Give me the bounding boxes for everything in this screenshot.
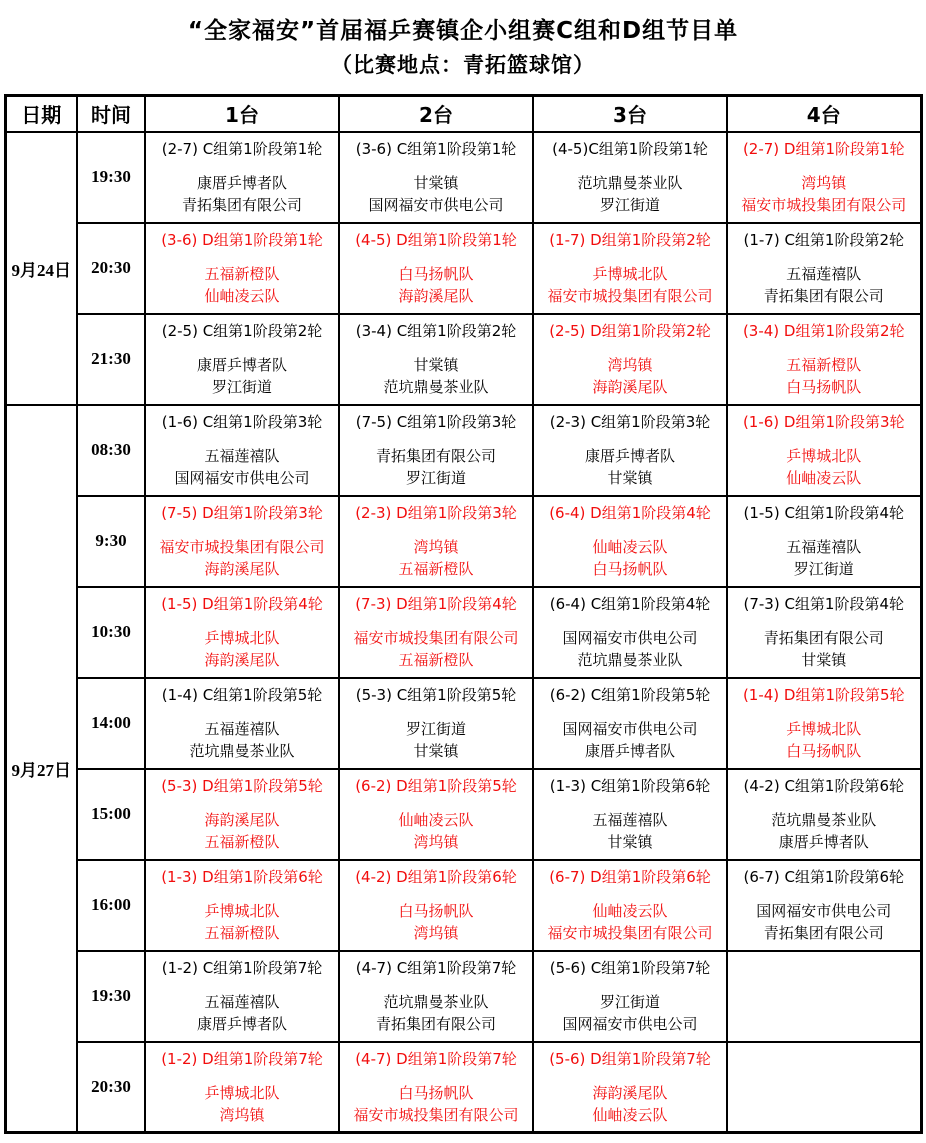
match-cell — [339, 860, 533, 951]
team-name: 白马扬帆队 — [592, 560, 668, 578]
empty-cell — [727, 951, 921, 1042]
team-name: 国网福安市供电公司 — [562, 720, 698, 738]
match-round: (1-3) D组第1阶段第6轮 — [161, 868, 323, 886]
match-round: (6-2) D组第1阶段第5轮 — [355, 777, 517, 795]
header-time: 时间 — [77, 96, 145, 132]
match-round: (6-7) C组第1阶段第6轮 — [743, 868, 905, 886]
match-round: (1-7) C组第1阶段第2轮 — [743, 231, 905, 249]
team-name: 康厝乒博者队 — [584, 742, 675, 760]
time-cell: 16:00 — [77, 860, 145, 951]
team-name: 罗江街道 — [405, 469, 466, 487]
team-name: 乒博城北队 — [786, 720, 862, 738]
match-round: (2-5) C组第1阶段第2轮 — [161, 322, 323, 340]
match-cell — [339, 587, 533, 678]
match-cell — [145, 769, 339, 860]
team-name: 湾坞镇 — [413, 924, 459, 942]
table-row — [5, 496, 921, 587]
team-name: 福安市城投集团有限公司 — [159, 538, 325, 556]
match-round: (5-3) D组第1阶段第5轮 — [161, 777, 323, 795]
table-row — [5, 860, 921, 951]
match-round: (6-4) D组第1阶段第4轮 — [549, 504, 711, 522]
table-row — [5, 951, 921, 1042]
match-cell — [339, 496, 533, 587]
match-cell — [533, 405, 727, 496]
team-name: 康厝乒博者队 — [584, 447, 675, 465]
team-name: 湾坞镇 — [801, 174, 847, 192]
header-table-3: 3台 — [533, 96, 727, 132]
match-cell — [727, 860, 921, 951]
team-name: 乒博城北队 — [204, 629, 280, 647]
match-cell — [727, 223, 921, 314]
team-name: 湾坞镇 — [219, 1105, 265, 1124]
team-name: 湾坞镇 — [413, 538, 459, 556]
team-name: 康厝乒博者队 — [196, 356, 287, 374]
match-cell — [727, 405, 921, 496]
team-name: 福安市城投集团有限公司 — [547, 287, 713, 305]
match-round: (3-6) D组第1阶段第1轮 — [161, 231, 323, 249]
match-round: (5-3) C组第1阶段第5轮 — [355, 686, 517, 704]
match-cell — [533, 132, 727, 223]
team-name: 甘棠镇 — [413, 742, 459, 760]
team-name: 仙岫凌云队 — [592, 538, 668, 556]
team-name: 五福新橙队 — [398, 651, 474, 669]
match-cell — [533, 587, 727, 678]
match-cell — [533, 223, 727, 314]
match-cell — [339, 405, 533, 496]
team-name: 五福莲禧队 — [786, 538, 862, 556]
match-cell — [339, 132, 533, 223]
match-round: (7-5) D组第1阶段第3轮 — [161, 504, 323, 522]
team-name: 海韵溪尾队 — [398, 287, 474, 305]
team-name: 仙岫凌云队 — [592, 1105, 668, 1124]
team-name: 海韵溪尾队 — [592, 1083, 668, 1102]
header-table-1: 1台 — [145, 96, 339, 132]
time-cell: 08:30 — [77, 405, 145, 496]
table-row — [5, 405, 921, 496]
team-name: 五福新橙队 — [204, 265, 280, 283]
match-round: (1-4) C组第1阶段第5轮 — [161, 686, 323, 704]
match-round: (7-5) C组第1阶段第3轮 — [355, 413, 517, 431]
date-cell: 9月24日 — [5, 132, 77, 405]
match-cell — [339, 678, 533, 769]
match-round: (6-4) C组第1阶段第4轮 — [549, 595, 711, 613]
schedule-body — [5, 132, 921, 1133]
match-round: (1-2) C组第1阶段第7轮 — [161, 959, 323, 977]
team-name: 福安市城投集团有限公司 — [547, 924, 713, 942]
team-name: 青拓集团有限公司 — [763, 629, 884, 647]
team-name: 五福莲禧队 — [204, 720, 280, 738]
table-row — [5, 223, 921, 314]
match-round: (7-3) D组第1阶段第4轮 — [355, 595, 517, 613]
team-name: 五福新橙队 — [204, 924, 280, 942]
header-date: 日期 — [5, 96, 77, 132]
match-cell — [145, 587, 339, 678]
match-round: (4-7) D组第1阶段第7轮 — [355, 1049, 517, 1068]
team-name: 仙岫凌云队 — [204, 287, 280, 305]
empty-cell — [727, 1042, 921, 1133]
team-name: 国网福安市供电公司 — [368, 196, 504, 214]
table-row — [5, 314, 921, 405]
table-row — [5, 678, 921, 769]
team-name: 白马扬帆队 — [398, 1083, 474, 1102]
team-name: 范坑鼎曼茶业队 — [577, 651, 683, 669]
match-cell — [145, 496, 339, 587]
time-cell: 21:30 — [77, 314, 145, 405]
table-row — [5, 587, 921, 678]
match-round: (5-6) D组第1阶段第7轮 — [549, 1049, 711, 1068]
team-name: 白马扬帆队 — [398, 902, 474, 920]
time-cell: 20:30 — [77, 1042, 145, 1133]
match-cell — [727, 587, 921, 678]
match-cell — [533, 951, 727, 1042]
team-name: 仙岫凌云队 — [592, 902, 668, 920]
match-cell — [145, 1042, 339, 1133]
date-cell: 9月27日 — [5, 405, 77, 1133]
team-name: 福安市城投集团有限公司 — [353, 1105, 519, 1124]
team-name: 乒博城北队 — [204, 1083, 280, 1102]
team-name: 海韵溪尾队 — [204, 811, 280, 829]
team-name: 范坑鼎曼茶业队 — [771, 811, 877, 829]
team-name: 五福新橙队 — [204, 833, 280, 851]
match-cell — [533, 496, 727, 587]
match-round: (4-5)C组第1阶段第1轮 — [552, 140, 708, 158]
team-name: 国网福安市供电公司 — [756, 902, 892, 920]
team-name: 乒博城北队 — [204, 902, 280, 920]
team-name: 罗江街道 — [793, 560, 854, 578]
match-round: (6-7) D组第1阶段第6轮 — [549, 868, 711, 886]
team-name: 甘棠镇 — [607, 469, 653, 487]
match-round: (6-2) C组第1阶段第5轮 — [549, 686, 711, 704]
time-cell: 20:30 — [77, 223, 145, 314]
team-name: 乒博城北队 — [592, 265, 668, 283]
match-cell — [145, 314, 339, 405]
time-cell: 14:00 — [77, 678, 145, 769]
match-round: (3-4) C组第1阶段第2轮 — [355, 322, 517, 340]
time-cell: 19:30 — [77, 951, 145, 1042]
team-name: 青拓集团有限公司 — [375, 447, 496, 465]
page-title: “全家福安”首届福乒赛镇企小组赛C组和D组节目单 — [187, 18, 739, 44]
match-cell — [145, 860, 339, 951]
team-name: 甘棠镇 — [801, 651, 847, 669]
table-row — [5, 132, 921, 223]
team-name: 青拓集团有限公司 — [763, 287, 884, 305]
match-round: (4-7) C组第1阶段第7轮 — [355, 959, 517, 977]
page-subtitle: （比赛地点：青拓篮球馆） — [331, 53, 595, 77]
match-cell — [339, 951, 533, 1042]
match-cell — [727, 769, 921, 860]
match-round: (1-3) C组第1阶段第6轮 — [549, 777, 711, 795]
team-name: 海韵溪尾队 — [204, 560, 280, 578]
team-name: 五福新橙队 — [398, 560, 474, 578]
team-name: 范坑鼎曼茶业队 — [189, 742, 295, 760]
team-name: 甘棠镇 — [607, 833, 653, 851]
match-cell — [339, 223, 533, 314]
team-name: 罗江街道 — [211, 378, 272, 396]
team-name: 康厝乒博者队 — [778, 833, 869, 851]
team-name: 甘棠镇 — [413, 174, 459, 192]
match-round: (2-3) D组第1阶段第3轮 — [355, 504, 517, 522]
match-cell — [339, 769, 533, 860]
team-name: 罗江街道 — [405, 720, 466, 738]
team-name: 仙岫凌云队 — [398, 811, 474, 829]
match-cell — [727, 132, 921, 223]
match-cell — [533, 769, 727, 860]
match-cell — [145, 951, 339, 1042]
match-round: (2-7) D组第1阶段第1轮 — [742, 140, 905, 158]
match-round: (1-7) D组第1阶段第2轮 — [549, 231, 711, 249]
team-name: 福安市城投集团有限公司 — [741, 196, 907, 214]
match-cell — [145, 223, 339, 314]
team-name: 白马扬帆队 — [398, 265, 474, 283]
match-cell — [727, 496, 921, 587]
match-round: (1-5) C组第1阶段第4轮 — [743, 504, 905, 522]
team-name: 范坑鼎曼茶业队 — [383, 378, 489, 396]
match-cell — [533, 860, 727, 951]
team-name: 国网福安市供电公司 — [174, 469, 310, 487]
team-name: 康厝乒博者队 — [196, 1015, 287, 1033]
match-round: (3-4) D组第1阶段第2轮 — [742, 322, 905, 340]
match-round: (3-6) C组第1阶段第1轮 — [355, 140, 517, 158]
team-name: 范坑鼎曼茶业队 — [577, 174, 683, 192]
match-cell — [533, 678, 727, 769]
match-cell — [727, 314, 921, 405]
team-name: 五福新橙队 — [786, 356, 862, 374]
match-round: (1-6) C组第1阶段第3轮 — [161, 413, 323, 431]
team-name: 罗江街道 — [599, 196, 660, 214]
team-name: 湾坞镇 — [607, 356, 653, 374]
team-name: 青拓集团有限公司 — [375, 1015, 496, 1033]
match-round: (1-4) D组第1阶段第5轮 — [742, 686, 905, 704]
time-cell: 15:00 — [77, 769, 145, 860]
match-round: (4-2) C组第1阶段第6轮 — [743, 777, 905, 795]
time-cell: 19:30 — [77, 132, 145, 223]
header-row — [5, 96, 921, 132]
schedule-table — [4, 94, 923, 1134]
match-round: (2-5) D组第1阶段第2轮 — [549, 322, 711, 340]
team-name: 青拓集团有限公司 — [181, 196, 302, 214]
match-round: (4-5) D组第1阶段第1轮 — [355, 231, 517, 249]
team-name: 白马扬帆队 — [786, 378, 862, 396]
team-name: 甘棠镇 — [413, 356, 459, 374]
table-row — [5, 1042, 921, 1133]
team-name: 仙岫凌云队 — [786, 469, 862, 487]
header-table-4: 4台 — [727, 96, 921, 132]
match-cell — [145, 132, 339, 223]
time-cell: 9:30 — [77, 496, 145, 587]
match-round: (2-7) C组第1阶段第1轮 — [161, 140, 323, 158]
team-name: 罗江街道 — [599, 993, 660, 1011]
match-cell — [145, 678, 339, 769]
team-name: 乒博城北队 — [786, 447, 862, 465]
match-round: (5-6) C组第1阶段第7轮 — [549, 959, 711, 977]
header-table-2: 2台 — [339, 96, 533, 132]
team-name: 五福莲禧队 — [592, 811, 668, 829]
match-cell — [145, 405, 339, 496]
match-round: (7-3) C组第1阶段第4轮 — [743, 595, 905, 613]
match-round: (2-3) C组第1阶段第3轮 — [549, 413, 711, 431]
match-cell — [533, 314, 727, 405]
team-name: 国网福安市供电公司 — [562, 629, 698, 647]
team-name: 五福莲禧队 — [204, 447, 280, 465]
team-name: 白马扬帆队 — [786, 742, 862, 760]
match-cell — [339, 1042, 533, 1133]
team-name: 海韵溪尾队 — [204, 651, 280, 669]
match-cell — [533, 1042, 727, 1133]
team-name: 范坑鼎曼茶业队 — [383, 993, 489, 1011]
match-cell — [727, 678, 921, 769]
table-row — [5, 769, 921, 860]
team-name: 青拓集团有限公司 — [763, 924, 884, 942]
team-name: 福安市城投集团有限公司 — [353, 629, 519, 647]
time-cell: 10:30 — [77, 587, 145, 678]
team-name: 国网福安市供电公司 — [562, 1015, 698, 1033]
team-name: 湾坞镇 — [413, 833, 459, 851]
team-name: 康厝乒博者队 — [196, 174, 287, 192]
match-round: (1-6) D组第1阶段第3轮 — [742, 413, 905, 431]
match-round: (1-2) D组第1阶段第7轮 — [161, 1049, 323, 1068]
team-name: 海韵溪尾队 — [592, 378, 668, 396]
match-round: (4-2) D组第1阶段第6轮 — [355, 868, 517, 886]
team-name: 五福莲禧队 — [786, 265, 862, 283]
match-cell — [339, 314, 533, 405]
match-round: (1-5) D组第1阶段第4轮 — [161, 595, 323, 613]
team-name: 五福莲禧队 — [204, 993, 280, 1011]
